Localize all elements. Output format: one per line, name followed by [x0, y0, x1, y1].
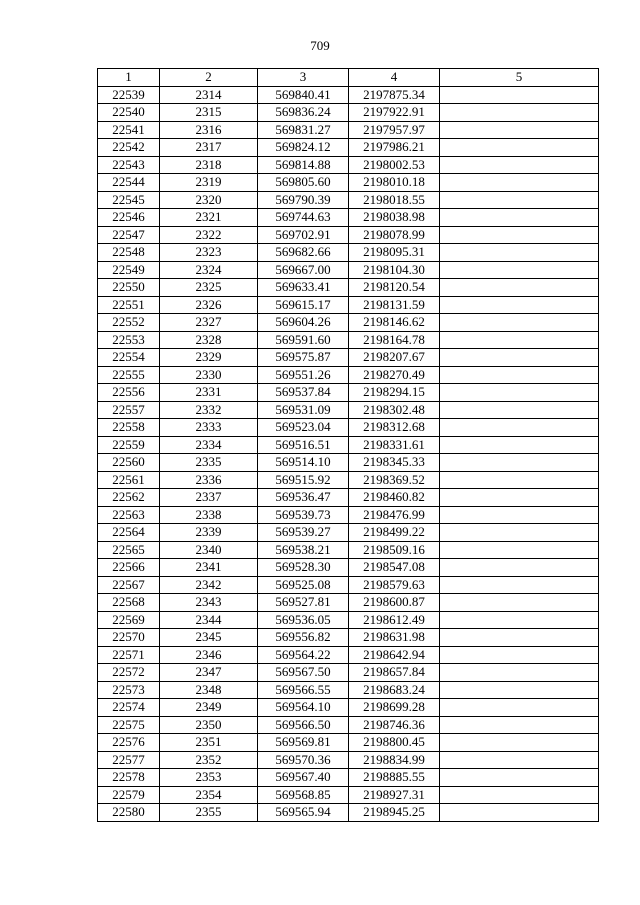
- table-row: [98, 384, 599, 402]
- table-cell-col5: [440, 804, 599, 822]
- table-cell-col4: 2198018.55: [349, 191, 440, 209]
- table-cell-col4: 2198699.28: [349, 699, 440, 717]
- table-row: [98, 454, 599, 472]
- table-cell-col2: 2346: [160, 646, 258, 664]
- table-cell-col1: 22573: [98, 681, 160, 699]
- table-cell-col1: 22576: [98, 734, 160, 752]
- table-cell-col1: 22561: [98, 471, 160, 489]
- table-cell-col1: 22577: [98, 751, 160, 769]
- table-cell-col5: [440, 524, 599, 542]
- table-cell-col5: [440, 331, 599, 349]
- table-cell-col1: 22539: [98, 86, 160, 104]
- table-cell-col3: 569551.26: [258, 366, 349, 384]
- table-cell-col3: 569633.41: [258, 279, 349, 297]
- column-header-3: 3: [258, 69, 349, 87]
- table-cell-col3: 569591.60: [258, 331, 349, 349]
- table-cell-col4: 2197957.97: [349, 121, 440, 139]
- table-cell-col2: 2327: [160, 314, 258, 332]
- table-cell-col3: 569744.63: [258, 209, 349, 227]
- table-cell-col3: 569569.81: [258, 734, 349, 752]
- table-cell-col4: 2198800.45: [349, 734, 440, 752]
- table-cell-col2: 2344: [160, 611, 258, 629]
- table-cell-col1: 22574: [98, 699, 160, 717]
- table-cell-col3: 569568.85: [258, 786, 349, 804]
- table-cell-col4: 2198120.54: [349, 279, 440, 297]
- table-cell-col1: 22559: [98, 436, 160, 454]
- table-cell-col3: 569836.24: [258, 104, 349, 122]
- table-cell-col2: 2354: [160, 786, 258, 804]
- table-cell-col2: 2345: [160, 629, 258, 647]
- table-cell-col2: 2353: [160, 769, 258, 787]
- table-cell-col4: 2197986.21: [349, 139, 440, 157]
- table-cell-col5: [440, 261, 599, 279]
- table-cell-col3: 569604.26: [258, 314, 349, 332]
- table-cell-col1: 22556: [98, 384, 160, 402]
- table-cell-col5: [440, 384, 599, 402]
- table-cell-col2: 2320: [160, 191, 258, 209]
- table-cell-col2: 2318: [160, 156, 258, 174]
- table-cell-col1: 22546: [98, 209, 160, 227]
- table-cell-col5: [440, 209, 599, 227]
- column-header-2: 2: [160, 69, 258, 87]
- table-row: [98, 646, 599, 664]
- table-cell-col2: 2343: [160, 594, 258, 612]
- table-cell-col4: 2198038.98: [349, 209, 440, 227]
- table-cell-col5: [440, 681, 599, 699]
- table-cell-col3: 569556.82: [258, 629, 349, 647]
- table-cell-col4: 2197922.91: [349, 104, 440, 122]
- table-cell-col4: 2198270.49: [349, 366, 440, 384]
- table-cell-col4: 2198885.55: [349, 769, 440, 787]
- table-cell-col4: 2198010.18: [349, 174, 440, 192]
- table-cell-col3: 569538.21: [258, 541, 349, 559]
- table-cell-col1: 22563: [98, 506, 160, 524]
- table-cell-col5: [440, 734, 599, 752]
- table-cell-col2: 2333: [160, 419, 258, 437]
- table-row: [98, 769, 599, 787]
- table-cell-col5: [440, 436, 599, 454]
- table-cell-col4: 2198146.62: [349, 314, 440, 332]
- table-cell-col5: [440, 156, 599, 174]
- table-cell-col4: 2198746.36: [349, 716, 440, 734]
- table-cell-col3: 569525.08: [258, 576, 349, 594]
- table-cell-col2: 2335: [160, 454, 258, 472]
- table-row: [98, 716, 599, 734]
- table-cell-col4: 2198631.98: [349, 629, 440, 647]
- table-cell-col2: 2317: [160, 139, 258, 157]
- table-row: [98, 751, 599, 769]
- table-cell-col2: 2324: [160, 261, 258, 279]
- table-cell-col3: 569539.27: [258, 524, 349, 542]
- table-row: [98, 401, 599, 419]
- table-cell-col4: 2198164.78: [349, 331, 440, 349]
- table-cell-col1: 22570: [98, 629, 160, 647]
- table-cell-col4: 2198547.08: [349, 559, 440, 577]
- table-cell-col5: [440, 629, 599, 647]
- table-cell-col2: 2334: [160, 436, 258, 454]
- table-row: [98, 681, 599, 699]
- table-cell-col1: 22572: [98, 664, 160, 682]
- table-cell-col4: 2198834.99: [349, 751, 440, 769]
- table-row: [98, 576, 599, 594]
- table-cell-col2: 2319: [160, 174, 258, 192]
- table-row: [98, 366, 599, 384]
- table-row: [98, 121, 599, 139]
- table-cell-col2: 2349: [160, 699, 258, 717]
- table-cell-col5: [440, 296, 599, 314]
- table-cell-col5: [440, 611, 599, 629]
- table-cell-col5: [440, 664, 599, 682]
- table-cell-col4: 2198345.33: [349, 454, 440, 472]
- table-cell-col2: 2351: [160, 734, 258, 752]
- table-cell-col2: 2314: [160, 86, 258, 104]
- table-cell-col4: 2197875.34: [349, 86, 440, 104]
- table-cell-col3: 569702.91: [258, 226, 349, 244]
- table-row: [98, 174, 599, 192]
- table-cell-col5: [440, 191, 599, 209]
- table-cell-col3: 569564.22: [258, 646, 349, 664]
- table-row: [98, 436, 599, 454]
- table-row: [98, 541, 599, 559]
- table-cell-col1: 22564: [98, 524, 160, 542]
- table-cell-col4: 2198294.15: [349, 384, 440, 402]
- table-row: [98, 226, 599, 244]
- table-row: [98, 191, 599, 209]
- table-cell-col3: 569570.36: [258, 751, 349, 769]
- table-cell-col1: 22557: [98, 401, 160, 419]
- table-cell-col2: 2325: [160, 279, 258, 297]
- table-cell-col5: [440, 139, 599, 157]
- table-cell-col2: 2321: [160, 209, 258, 227]
- table-cell-col4: 2198369.52: [349, 471, 440, 489]
- table-cell-col4: 2198476.99: [349, 506, 440, 524]
- table-cell-col5: [440, 576, 599, 594]
- table-row: [98, 524, 599, 542]
- table-cell-col5: [440, 506, 599, 524]
- table-row: [98, 209, 599, 227]
- table-cell-col1: 22547: [98, 226, 160, 244]
- table-cell-col1: 22552: [98, 314, 160, 332]
- table-cell-col5: [440, 419, 599, 437]
- table-cell-col1: 22565: [98, 541, 160, 559]
- table-cell-col1: 22568: [98, 594, 160, 612]
- table-cell-col5: [440, 174, 599, 192]
- table-cell-col3: 569516.51: [258, 436, 349, 454]
- table-cell-col2: 2340: [160, 541, 258, 559]
- table-cell-col3: 569515.92: [258, 471, 349, 489]
- table-cell-col1: 22579: [98, 786, 160, 804]
- table-cell-col5: [440, 366, 599, 384]
- table-cell-col3: 569567.40: [258, 769, 349, 787]
- table-cell-col5: [440, 226, 599, 244]
- table-cell-col5: [440, 121, 599, 139]
- table-cell-col1: 22548: [98, 244, 160, 262]
- table-cell-col4: 2198600.87: [349, 594, 440, 612]
- table-cell-col5: [440, 594, 599, 612]
- table-cell-col1: 22554: [98, 349, 160, 367]
- table-header-row: [98, 69, 599, 87]
- table-cell-col3: 569527.81: [258, 594, 349, 612]
- table-cell-col5: [440, 646, 599, 664]
- table-cell-col2: 2337: [160, 489, 258, 507]
- table-cell-col2: 2315: [160, 104, 258, 122]
- table-cell-col3: 569566.55: [258, 681, 349, 699]
- table-cell-col4: 2198207.67: [349, 349, 440, 367]
- table-cell-col1: 22543: [98, 156, 160, 174]
- table-cell-col3: 569575.87: [258, 349, 349, 367]
- table-cell-col2: 2352: [160, 751, 258, 769]
- table-cell-col3: 569824.12: [258, 139, 349, 157]
- table-cell-col2: 2347: [160, 664, 258, 682]
- column-header-5: 5: [440, 69, 599, 87]
- table-row: [98, 349, 599, 367]
- table-row: [98, 261, 599, 279]
- table-cell-col4: 2198131.59: [349, 296, 440, 314]
- table-cell-col5: [440, 716, 599, 734]
- table-cell-col5: [440, 454, 599, 472]
- table-cell-col3: 569531.09: [258, 401, 349, 419]
- table-row: [98, 279, 599, 297]
- table-cell-col1: 22551: [98, 296, 160, 314]
- table-row: [98, 664, 599, 682]
- table-cell-col3: 569567.50: [258, 664, 349, 682]
- table-cell-col5: [440, 104, 599, 122]
- table-cell-col4: 2198331.61: [349, 436, 440, 454]
- table-cell-col4: 2198642.94: [349, 646, 440, 664]
- table-row: [98, 244, 599, 262]
- table-cell-col3: 569667.00: [258, 261, 349, 279]
- table-row: [98, 506, 599, 524]
- table-cell-col4: 2198945.25: [349, 804, 440, 822]
- table-cell-col4: 2198499.22: [349, 524, 440, 542]
- table-cell-col4: 2198657.84: [349, 664, 440, 682]
- table-cell-col5: [440, 489, 599, 507]
- coordinates-table: [97, 68, 599, 822]
- table-cell-col3: 569814.88: [258, 156, 349, 174]
- table-cell-col2: 2322: [160, 226, 258, 244]
- table-cell-col3: 569790.39: [258, 191, 349, 209]
- table-cell-col2: 2341: [160, 559, 258, 577]
- table-cell-col4: 2198095.31: [349, 244, 440, 262]
- table-cell-col3: 569682.66: [258, 244, 349, 262]
- table-cell-col1: 22558: [98, 419, 160, 437]
- column-header-1: 1: [98, 69, 160, 87]
- table-row: [98, 489, 599, 507]
- table-cell-col3: 569528.30: [258, 559, 349, 577]
- table-row: [98, 786, 599, 804]
- table-row: [98, 734, 599, 752]
- table-body: [98, 86, 599, 821]
- table-cell-col5: [440, 279, 599, 297]
- table-cell-col1: 22571: [98, 646, 160, 664]
- table-row: [98, 559, 599, 577]
- table-cell-col4: 2198683.24: [349, 681, 440, 699]
- table-cell-col1: 22553: [98, 331, 160, 349]
- table-cell-col5: [440, 699, 599, 717]
- table-cell-col3: 569840.41: [258, 86, 349, 104]
- table-cell-col4: 2198579.63: [349, 576, 440, 594]
- table-cell-col2: 2326: [160, 296, 258, 314]
- table-cell-col2: 2328: [160, 331, 258, 349]
- table-cell-col5: [440, 86, 599, 104]
- table-cell-col2: 2338: [160, 506, 258, 524]
- table-cell-col2: 2332: [160, 401, 258, 419]
- table-cell-col3: 569536.05: [258, 611, 349, 629]
- table-row: [98, 594, 599, 612]
- table-cell-col4: 2198460.82: [349, 489, 440, 507]
- table-cell-col3: 569536.47: [258, 489, 349, 507]
- table-cell-col1: 22566: [98, 559, 160, 577]
- table-cell-col3: 569805.60: [258, 174, 349, 192]
- table-row: [98, 314, 599, 332]
- table-cell-col3: 569565.94: [258, 804, 349, 822]
- table-row: [98, 471, 599, 489]
- table-row: [98, 804, 599, 822]
- table-cell-col4: 2198302.48: [349, 401, 440, 419]
- table-row: [98, 331, 599, 349]
- table-cell-col1: 22542: [98, 139, 160, 157]
- table-cell-col2: 2323: [160, 244, 258, 262]
- table-cell-col1: 22567: [98, 576, 160, 594]
- table-cell-col4: 2198078.99: [349, 226, 440, 244]
- table-cell-col5: [440, 401, 599, 419]
- table-cell-col1: 22575: [98, 716, 160, 734]
- table-cell-col2: 2355: [160, 804, 258, 822]
- table-cell-col1: 22562: [98, 489, 160, 507]
- table-cell-col3: 569514.10: [258, 454, 349, 472]
- table-cell-col1: 22560: [98, 454, 160, 472]
- table-cell-col2: 2331: [160, 384, 258, 402]
- table-cell-col4: 2198002.53: [349, 156, 440, 174]
- table-cell-col5: [440, 471, 599, 489]
- table-cell-col5: [440, 541, 599, 559]
- table-cell-col2: 2342: [160, 576, 258, 594]
- table-cell-col4: 2198927.31: [349, 786, 440, 804]
- table-row: [98, 296, 599, 314]
- table-cell-col2: 2330: [160, 366, 258, 384]
- table-row: [98, 419, 599, 437]
- table-cell-col3: 569523.04: [258, 419, 349, 437]
- table-cell-col4: 2198509.16: [349, 541, 440, 559]
- table-cell-col2: 2339: [160, 524, 258, 542]
- table-cell-col2: 2350: [160, 716, 258, 734]
- table-cell-col5: [440, 314, 599, 332]
- table-cell-col5: [440, 244, 599, 262]
- table-cell-col1: 22549: [98, 261, 160, 279]
- table-cell-col2: 2316: [160, 121, 258, 139]
- table-cell-col3: 569615.17: [258, 296, 349, 314]
- table-row: [98, 611, 599, 629]
- column-header-4: 4: [349, 69, 440, 87]
- table-cell-col1: 22569: [98, 611, 160, 629]
- table-cell-col1: 22555: [98, 366, 160, 384]
- table-cell-col4: 2198612.49: [349, 611, 440, 629]
- table-row: [98, 104, 599, 122]
- table-cell-col5: [440, 751, 599, 769]
- table-cell-col5: [440, 786, 599, 804]
- table-cell-col3: 569831.27: [258, 121, 349, 139]
- page-number: 709: [310, 38, 330, 53]
- table-cell-col2: 2348: [160, 681, 258, 699]
- table-cell-col1: 22540: [98, 104, 160, 122]
- table-cell-col3: 569539.73: [258, 506, 349, 524]
- table-cell-col5: [440, 769, 599, 787]
- table-row: [98, 699, 599, 717]
- table-cell-col2: 2329: [160, 349, 258, 367]
- table-cell-col3: 569537.84: [258, 384, 349, 402]
- table-cell-col1: 22580: [98, 804, 160, 822]
- table-row: [98, 86, 599, 104]
- table-row: [98, 156, 599, 174]
- table-cell-col3: 569564.10: [258, 699, 349, 717]
- table-row: [98, 629, 599, 647]
- table-cell-col1: 22550: [98, 279, 160, 297]
- table-row: [98, 139, 599, 157]
- table-cell-col3: 569566.50: [258, 716, 349, 734]
- table-cell-col4: 2198312.68: [349, 419, 440, 437]
- table-cell-col1: 22541: [98, 121, 160, 139]
- table-cell-col1: 22544: [98, 174, 160, 192]
- table-cell-col5: [440, 349, 599, 367]
- table-cell-col2: 2336: [160, 471, 258, 489]
- table-cell-col1: 22545: [98, 191, 160, 209]
- table-cell-col1: 22578: [98, 769, 160, 787]
- table-cell-col4: 2198104.30: [349, 261, 440, 279]
- table-cell-col5: [440, 559, 599, 577]
